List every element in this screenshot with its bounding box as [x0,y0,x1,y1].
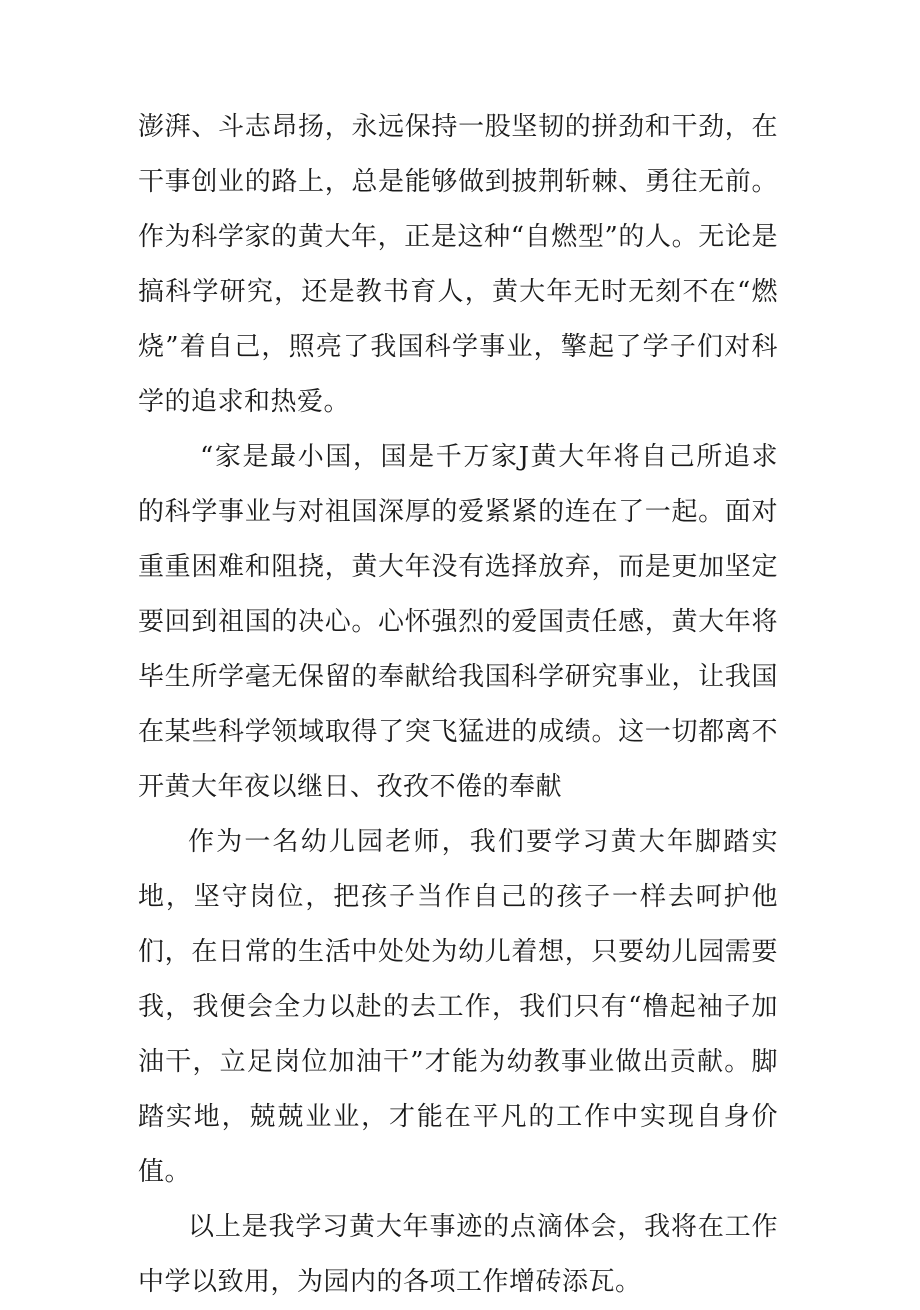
paragraph-home-country: “家是最小国，国是千万家J黄大年将自己所追求的科学事业与对祖国深厚的爱紧紧的连在了一起。面对重重困难和阻挠，黄大年没有选择放弃，而是更加坚定要回到祖国的决心。心怀强烈的爱国责任感，黄大年将毕生所学毫无保留的奉献给我国科学研究事业，让我国在某些科学领域取得了突飞猛进的成绩。这一切都离不开黄大年夜以继日、孜孜不倦的奉献 [138,442,778,802]
paragraph-continuation: 澎湃、斗志昂扬，永远保持一股坚韧的拼劲和干劲，在干事创业的路上，总是能够做到披荆斩棘、勇往无前。作为科学家的黄大年，正是这种“自燃型”的人。无论是搞科学研究，还是教书育人，黄大年无时无刻不在“燃烧”着自己，照亮了我国科学事业，擎起了学子们对科学的追求和热爱。 [138,112,778,417]
paragraph-kindergarten-teacher: 作为一名幼儿园老师，我们要学习黄大年脚踏实地，坚守岗位，把孩子当作自己的孩子一样去呵护他们，在日常的生活中处处为幼儿着想，只要幼儿园需要我，我便会全力以赴的去工作，我们只有“橹起袖子加油干，立足岗位加油干”才能为幼教事业做出贡献。脚踏实地，兢兢业业，才能在平凡的工作中实现自身价值。 [138,827,778,1187]
document-body [138,100,778,1310]
paragraph-conclusion: 以上是我学习黄大年事迹的点滴体会，我将在工作中学以致用，为园内的各项工作增砖添瓦。 [138,1212,778,1297]
